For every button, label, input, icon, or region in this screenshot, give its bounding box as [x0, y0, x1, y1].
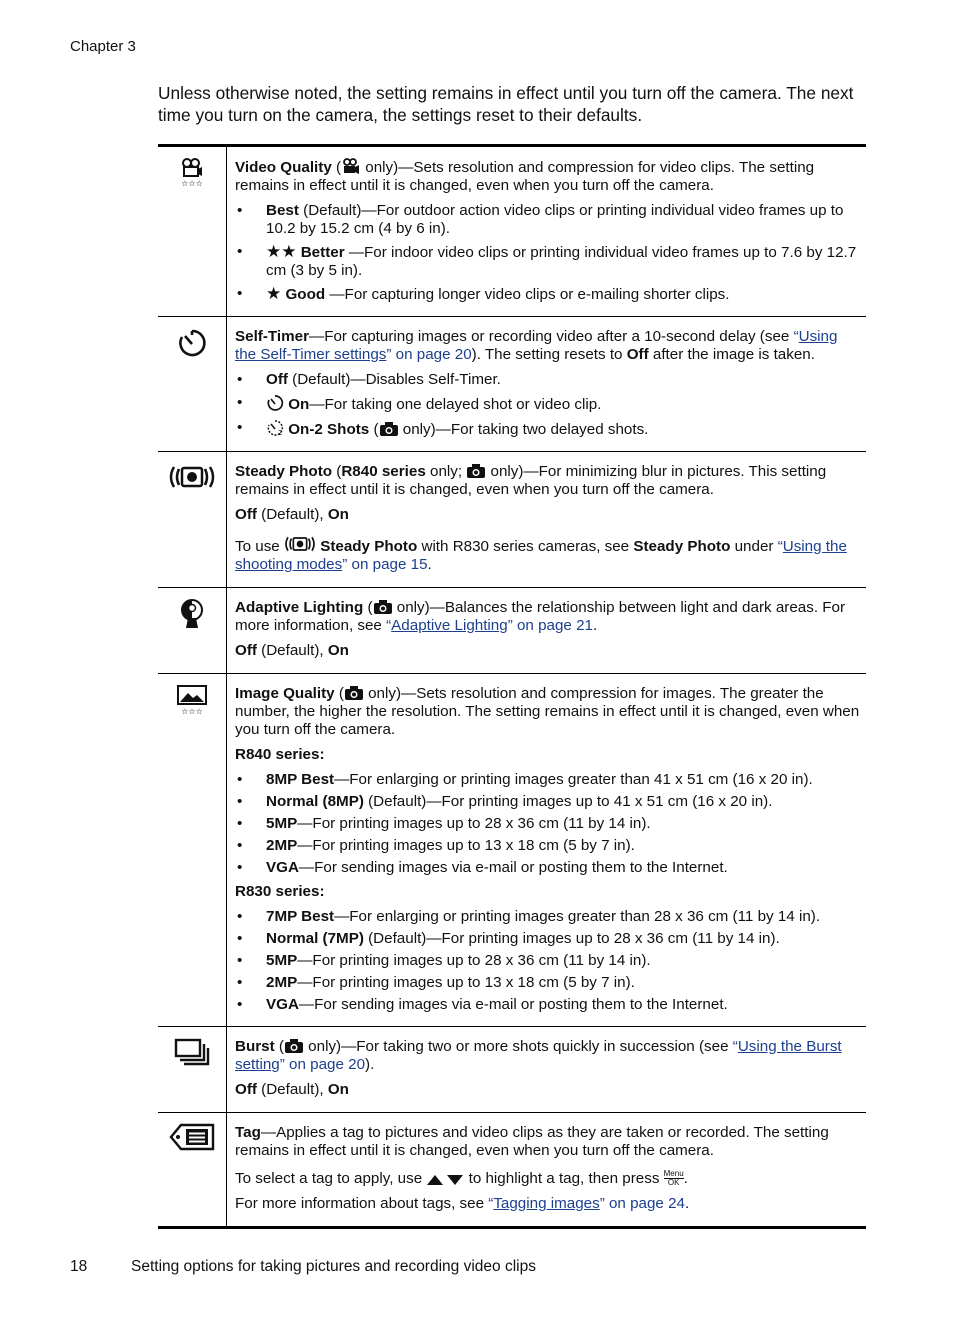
list-item: • Best (Default)—For outdoor action video clips or printing individual video frames up to 10.2 by 15.2 cm (4 by 6 in).: [235, 202, 862, 238]
list-item: • Off (Default)—Disables Self-Timer.: [235, 371, 862, 389]
chapter-header: Chapter 3: [70, 38, 136, 55]
self-timer-icon: [176, 327, 208, 359]
camera-icon: [379, 421, 399, 437]
list-item: • VGA—For sending images via e-mail or posting them to the Internet.: [235, 859, 862, 877]
adaptive-lighting-row: Adaptive Lighting ( only)—Balances the relationship between light and dark areas. For more information, see “Adaptive Lighting” on page 21. Off (Default), On: [158, 587, 866, 673]
self-timer-two-shots-icon: [266, 419, 284, 437]
burst-row: Burst ( only)—For taking two or more shots quickly in succession (see “Using the Burst setting” on page 20). Off (Default), On: [158, 1026, 866, 1112]
image-quality-title: Image Quality: [235, 685, 335, 702]
list-item: • 2MP—For printing images up to 13 x 18 cm (5 by 7 in).: [235, 837, 862, 855]
steady-photo-row: Steady Photo (R840 series only; only)—For minimizing blur in pictures. This setting remains in effect until it is changed, even when you turn off the camera. Off (Default), On To use Steady Photo with R830 series cameras, see Steady Photo under “Using the shooting modes” on page 15.: [158, 451, 866, 587]
video-quality-title: Video Quality: [235, 159, 332, 176]
adaptive-lighting-icon: [178, 598, 206, 630]
adaptive-lighting-title: Adaptive Lighting: [235, 599, 364, 616]
list-item: • ★★ Better —For indoor video clips or printing individual video frames up to 7.6 by 12.7 cm (3 by 5 in).: [235, 243, 862, 280]
list-item: • ★ Good —For capturing longer video clips or e-mailing shorter clips.: [235, 285, 862, 304]
list-item: • 8MP Best—For enlarging or printing images greater than 41 x 51 cm (16 x 20 in).: [235, 771, 862, 789]
video-camera-icon: [341, 158, 361, 175]
steady-photo-title: Steady Photo: [235, 463, 333, 480]
svg-text:☆☆☆: ☆☆☆: [181, 179, 203, 187]
burst-icon: [172, 1037, 212, 1067]
video-quality-row: ☆☆☆ Video Quality ( only)—Sets resolution and compression for video clips. The setting remains in effect until it is changed, even when you turn off the camera. • Best (Default)—For outdoor action video clips or printing individual video frames up to 10.2 by 15.2 cm (4 by 6 in). • ★★ Better —For indoor video clips or printing individual video frames up to 7.6 by 12.7 cm (3 by 5 in). • ★ Good —For capturing longer video clips or e-mailing shorter clips.: [158, 147, 866, 316]
svg-text:☆☆☆: ☆☆☆: [181, 707, 203, 716]
self-timer-title: Self-Timer: [235, 328, 309, 345]
footer-title: Setting options for taking pictures and recording video clips: [131, 1258, 536, 1275]
burst-title: Burst: [235, 1038, 275, 1055]
page-number: 18: [70, 1258, 88, 1275]
tag-title: Tag: [235, 1124, 261, 1141]
list-item: • 5MP—For printing images up to 28 x 36 cm (11 by 14 in).: [235, 815, 862, 833]
list-item: • 7MP Best—For enlarging or printing images greater than 28 x 36 cm (11 by 14 in).: [235, 908, 862, 926]
camera-icon: [344, 685, 364, 701]
list-item: • 5MP—For printing images up to 28 x 36 cm (11 by 14 in).: [235, 952, 862, 970]
tag-icon: [169, 1123, 215, 1151]
two-stars-icon: ★★: [266, 242, 297, 261]
steady-photo-icon: [168, 462, 216, 492]
camera-icon: [284, 1038, 304, 1054]
up-down-arrows-icon: [426, 1174, 464, 1186]
intro-paragraph: Unless otherwise noted, the setting remains in effect until you turn off the camera. The next time you turn on the camera, the settings reset to their defaults.: [158, 83, 854, 125]
shooting-modes-link[interactable]: “Using the shooting modes” on page 15: [235, 538, 847, 573]
r830-heading: R830 series:: [235, 883, 325, 900]
list-item: • On—For taking one delayed shot or video clip.: [235, 394, 862, 414]
self-timer-link[interactable]: “Using the Self-Timer settings” on page 20: [235, 328, 838, 363]
tag-row: Tag—Applies a tag to pictures and video clips as they are taken or recorded. The setting remains in effect until it is changed, even when you turn off the camera. To select a tag to apply, use to highlight a tag, then press Menu OK . For more information about tags, see “Tagging images” on page 24.: [158, 1112, 866, 1226]
list-item: • VGA—For sending images via e-mail or posting them to the Internet.: [235, 996, 862, 1014]
video-camera-stars-icon: [175, 157, 209, 187]
steady-photo-icon: [284, 534, 316, 554]
r840-heading: R840 series:: [235, 746, 325, 763]
self-timer-icon: [266, 394, 284, 412]
image-quality-stars-icon: [175, 684, 209, 716]
menu-ok-icon: Menu OK: [663, 1169, 684, 1187]
list-item: • 2MP—For printing images up to 13 x 18 cm (5 by 7 in).: [235, 974, 862, 992]
self-timer-row: Self-Timer—For capturing images or recording video after a 10-second delay (see “Using the Self-Timer settings” on page 20). The setting resets to Off after the image is taken. • Off (Default)—Disables Self-Timer. • On—For taking one delayed shot or video clip. • 2 On-2 Shots ( only)—For taking two delayed shots.: [158, 316, 866, 451]
camera-icon: [466, 463, 486, 479]
settings-table: [158, 144, 866, 1229]
list-item: • Normal (7MP) (Default)—For printing images up to 28 x 36 cm (11 by 14 in).: [235, 930, 862, 948]
camera-icon: [373, 599, 393, 615]
image-quality-row: ☆☆☆ Image Quality ( only)—Sets resolution and compression for images. The greater the number, the higher the resolution. The setting remains in effect until it is changed, even when you turn off the camera. R840 series: • 8MP Best—For enlarging or printing images greater than 41 x 51 cm (16 x 20 in). • Normal (8MP) (Default)—For printing images up to 41 x 51 cm (16 x 20 in). • 5MP—For printing images up to 28 x 36 cm (11 by 14 in). • 2MP—For printing images up to 13 x 18 cm (5 by 7 in). • VGA—For sending images via e-mail or posting them to the Internet. R830 series: • 7MP Best—For enlarging or printing images greater than 28 x 36 cm (11 by 14 in). • Normal (7MP) (Default)—For printing images up to 28 x 36 cm (11 by 14 in). • 5MP—For printing images up to 28 x 36 cm (11 by 14 in). • 2MP—For printing images up to 13 x 18 cm (5 by 7 in). • VGA—For sending images via e-mail or posting them to the Internet.: [158, 673, 866, 1026]
adaptive-lighting-link[interactable]: “Adaptive Lighting” on page 21: [386, 617, 593, 634]
burst-setting-link[interactable]: “Using the Burst setting” on page 20: [235, 1038, 842, 1073]
list-item: • Normal (8MP) (Default)—For printing images up to 41 x 51 cm (16 x 20 in).: [235, 793, 862, 811]
list-item: • 2 On-2 Shots ( only)—For taking two delayed shots.: [235, 419, 862, 439]
tagging-images-link[interactable]: “Tagging images” on page 24: [488, 1195, 685, 1212]
star-icon: ★: [266, 284, 282, 303]
svg-text:2: • 2: [278, 429, 283, 437]
